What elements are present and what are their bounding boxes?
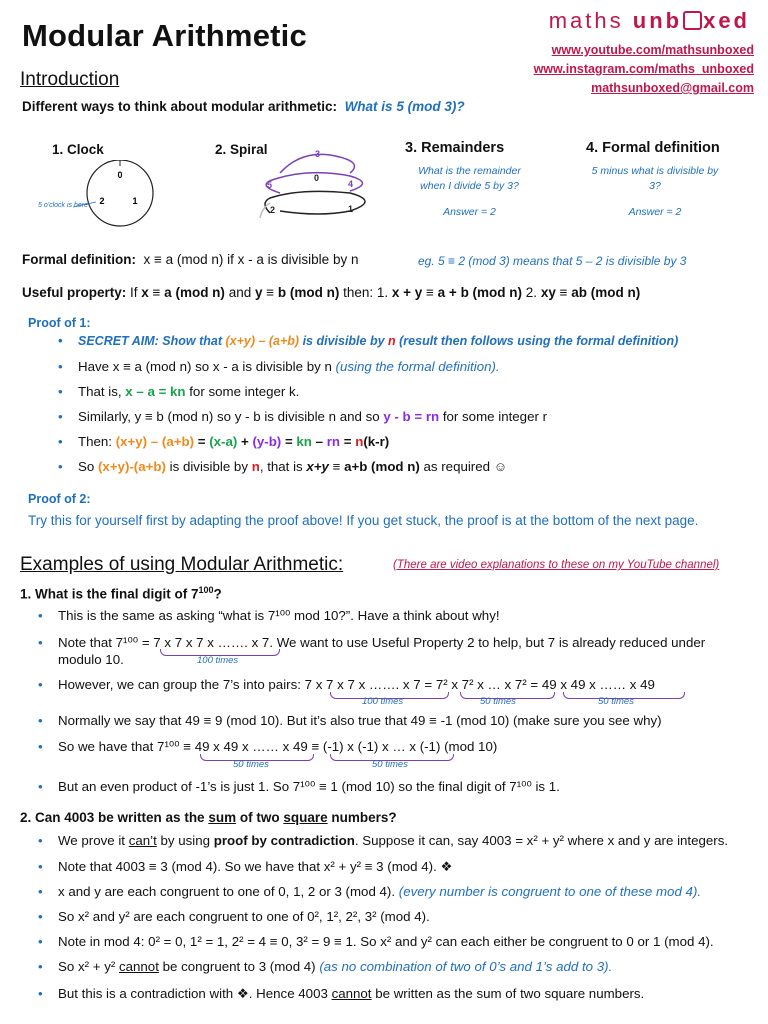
- proof1-line2: • Have x ≡ a (mod n) so x - a is divisible by n (using the formal definition).: [78, 359, 500, 374]
- ex1-line3: • However, we can group the 7’s into pairs: 7 x 7 x 7 x ……. x 7 = 7² x 7² x … x 7² = 49 x 49 x …… x 49: [58, 677, 655, 692]
- instagram-link[interactable]: www.instagram.com/maths_unboxed: [533, 62, 754, 76]
- ex1-line6: • But an even product of -1’s is just 1. So 7¹⁰⁰ ≡ 1 (mod 10) so the final digit of 7¹⁰⁰ is 1.: [58, 779, 560, 795]
- way-clock-label: 1. Clock: [52, 142, 104, 157]
- ex1-line4: • Normally we say that 49 ≡ 9 (mod 10). But it’s also true that 49 ≡ -1 (mod 10) (make sure you see why): [58, 713, 662, 728]
- way-remainders-label: 3. Remainders: [405, 140, 505, 156]
- proof1-line5: • Then: (x+y) – (a+b) = (x-a) + (y-b) = kn – rn = n(k-r): [78, 434, 389, 449]
- ex2-line5: • Note in mod 4: 0² = 0, 1² = 1, 2² = 4 ≡ 0, 3² = 9 ≡ 1. So x² and y² can each either be congruent to 0 or 1 (mod 4).: [58, 934, 714, 949]
- page-title: Modular Arithmetic: [22, 18, 307, 53]
- brand-logo: maths unb xed: [548, 8, 750, 33]
- ex2-line7: • But this is a contradiction with ❖. Hence 4003 cannot be written as the sum of two square numbers.: [58, 986, 644, 1002]
- ex2-line6: • So x² + y² cannot be congruent to 3 (mod 4) (as no combination of two of 0’s and 1’s add to 3).: [58, 959, 612, 974]
- youtube-link[interactable]: www.youtube.com/mathsunboxed: [551, 43, 754, 57]
- formal-way-text: 5 minus what is divisible by 3?: [591, 165, 719, 192]
- formal-example: eg. 5 ≡ 2 (mod 3) means that 5 – 2 is divisible by 3: [418, 254, 687, 268]
- sub-50-c: 50 times: [233, 759, 269, 770]
- email-link[interactable]: mathsunboxed@gmail.com: [591, 81, 754, 95]
- ex2-line2: • Note that 4003 ≡ 3 (mod 4). So we have that x² + y² ≡ 3 (mod 4). ❖: [58, 859, 452, 875]
- useful-property-row: Useful property: If x ≡ a (mod n) and y ≡ b (mod n) then: 1. x + y ≡ a + b (mod n) 2. xy ≡ ab (mod n): [22, 285, 641, 300]
- ex1-line5: • So we have that 7¹⁰⁰ ≡ 49 x 49 x …… x 49 ≡ (-1) x (-1) x … x (-1) (mod 10): [58, 739, 497, 755]
- question-2: 2. Can 4003 be written as the sum of two square numbers?: [20, 810, 397, 825]
- proof2-heading: Proof of 2:: [28, 492, 91, 506]
- proof1-line3: • That is, x – a = kn for some integer k.: [78, 384, 299, 399]
- examples-note: (There are video explanations to these on my YouTube channel): [393, 559, 720, 571]
- remainders-text: What is the remainder when I divide 5 by 3?: [418, 165, 521, 192]
- clock-num-0: 0: [117, 170, 123, 180]
- intro-heading: Introduction: [20, 69, 120, 90]
- remainders-answer: Answer = 2: [443, 206, 496, 218]
- sub-50-a: 50 times: [480, 696, 516, 707]
- sub-50-d: 50 times: [372, 759, 408, 770]
- proof1-line6: • So (x+y)-(a+b) is divisible by n, that is x+y ≡ a+b (mod n) as required ☺: [78, 459, 507, 474]
- sub-50-b: 50 times: [598, 696, 634, 707]
- examples-heading: Examples of using Modular Arithmetic:: [20, 554, 344, 575]
- spiral-num-5: 5: [267, 180, 273, 190]
- proof1-heading: Proof of 1:: [28, 316, 91, 330]
- ex1-line2: • Note that 7¹⁰⁰ = 7 x 7 x 7 x ……. x 7. We want to use Useful Property 2 to help, but 7 is already reduced under modulo 10.: [58, 634, 758, 668]
- way-formal-label: 4. Formal definition: [586, 140, 720, 156]
- spiral-diagram: [240, 143, 390, 223]
- clock-num-1: 1: [132, 196, 138, 206]
- ex1-line1: • This is the same as asking “what is 7¹⁰⁰ mod 10?”. Have a think about why!: [58, 608, 500, 624]
- formal-way-answer: Answer = 2: [628, 206, 682, 218]
- ex2-line1: • We prove it can’t by using proof by contradiction. Suppose it can, say 4003 = x² + y² where x and y are integers.: [58, 833, 728, 848]
- spiral-num-3: 3: [315, 149, 321, 159]
- proof1-aim: • SECRET AIM: Show that (x+y) – (a+b) is divisible by n (result then follows using the formal definition): [78, 334, 678, 348]
- sub-100-b: 100 times: [362, 696, 404, 707]
- ex2-line4: • So x² and y² are each congruent to one of 0², 1², 2², 3² (mod 4).: [58, 909, 430, 924]
- proof1-line4: • Similarly, y ≡ b (mod n) so y - b is divisible n and so y - b = rn for some integer r: [78, 409, 547, 424]
- ex2-line3: • x and y are each congruent to one of 0, 1, 2 or 3 (mod 4). (every number is congruent to one of these mod 4).: [58, 884, 701, 899]
- clock-diagram: [40, 160, 170, 230]
- spiral-num-2: 2: [270, 205, 276, 215]
- intro-question-row: Different ways to think about modular arithmetic: What is 5 (mod 3)?: [22, 99, 465, 114]
- proof2-text: Try this for yourself first by adapting the proof above! If you get stuck, the proof is at the bottom of the next page.: [28, 513, 699, 528]
- box-icon: [683, 11, 702, 30]
- contact-links: [534, 41, 754, 98]
- formal-definition-row: Formal definition: x ≡ a (mod n) if x - a is divisible by n: [22, 252, 359, 267]
- spiral-num-4: 4: [348, 179, 354, 189]
- spiral-num-0: 0: [314, 173, 320, 183]
- clock-num-2: 2: [99, 196, 105, 206]
- way-spiral-label: 2. Spiral: [215, 142, 268, 157]
- clock-note: 5 o'clock is here: [38, 202, 88, 209]
- question-1: 1. What is the final digit of $7^{100}$?: [20, 585, 222, 602]
- spiral-num-1: 1: [348, 204, 354, 214]
- sub-100-a: 100 times: [197, 655, 239, 666]
